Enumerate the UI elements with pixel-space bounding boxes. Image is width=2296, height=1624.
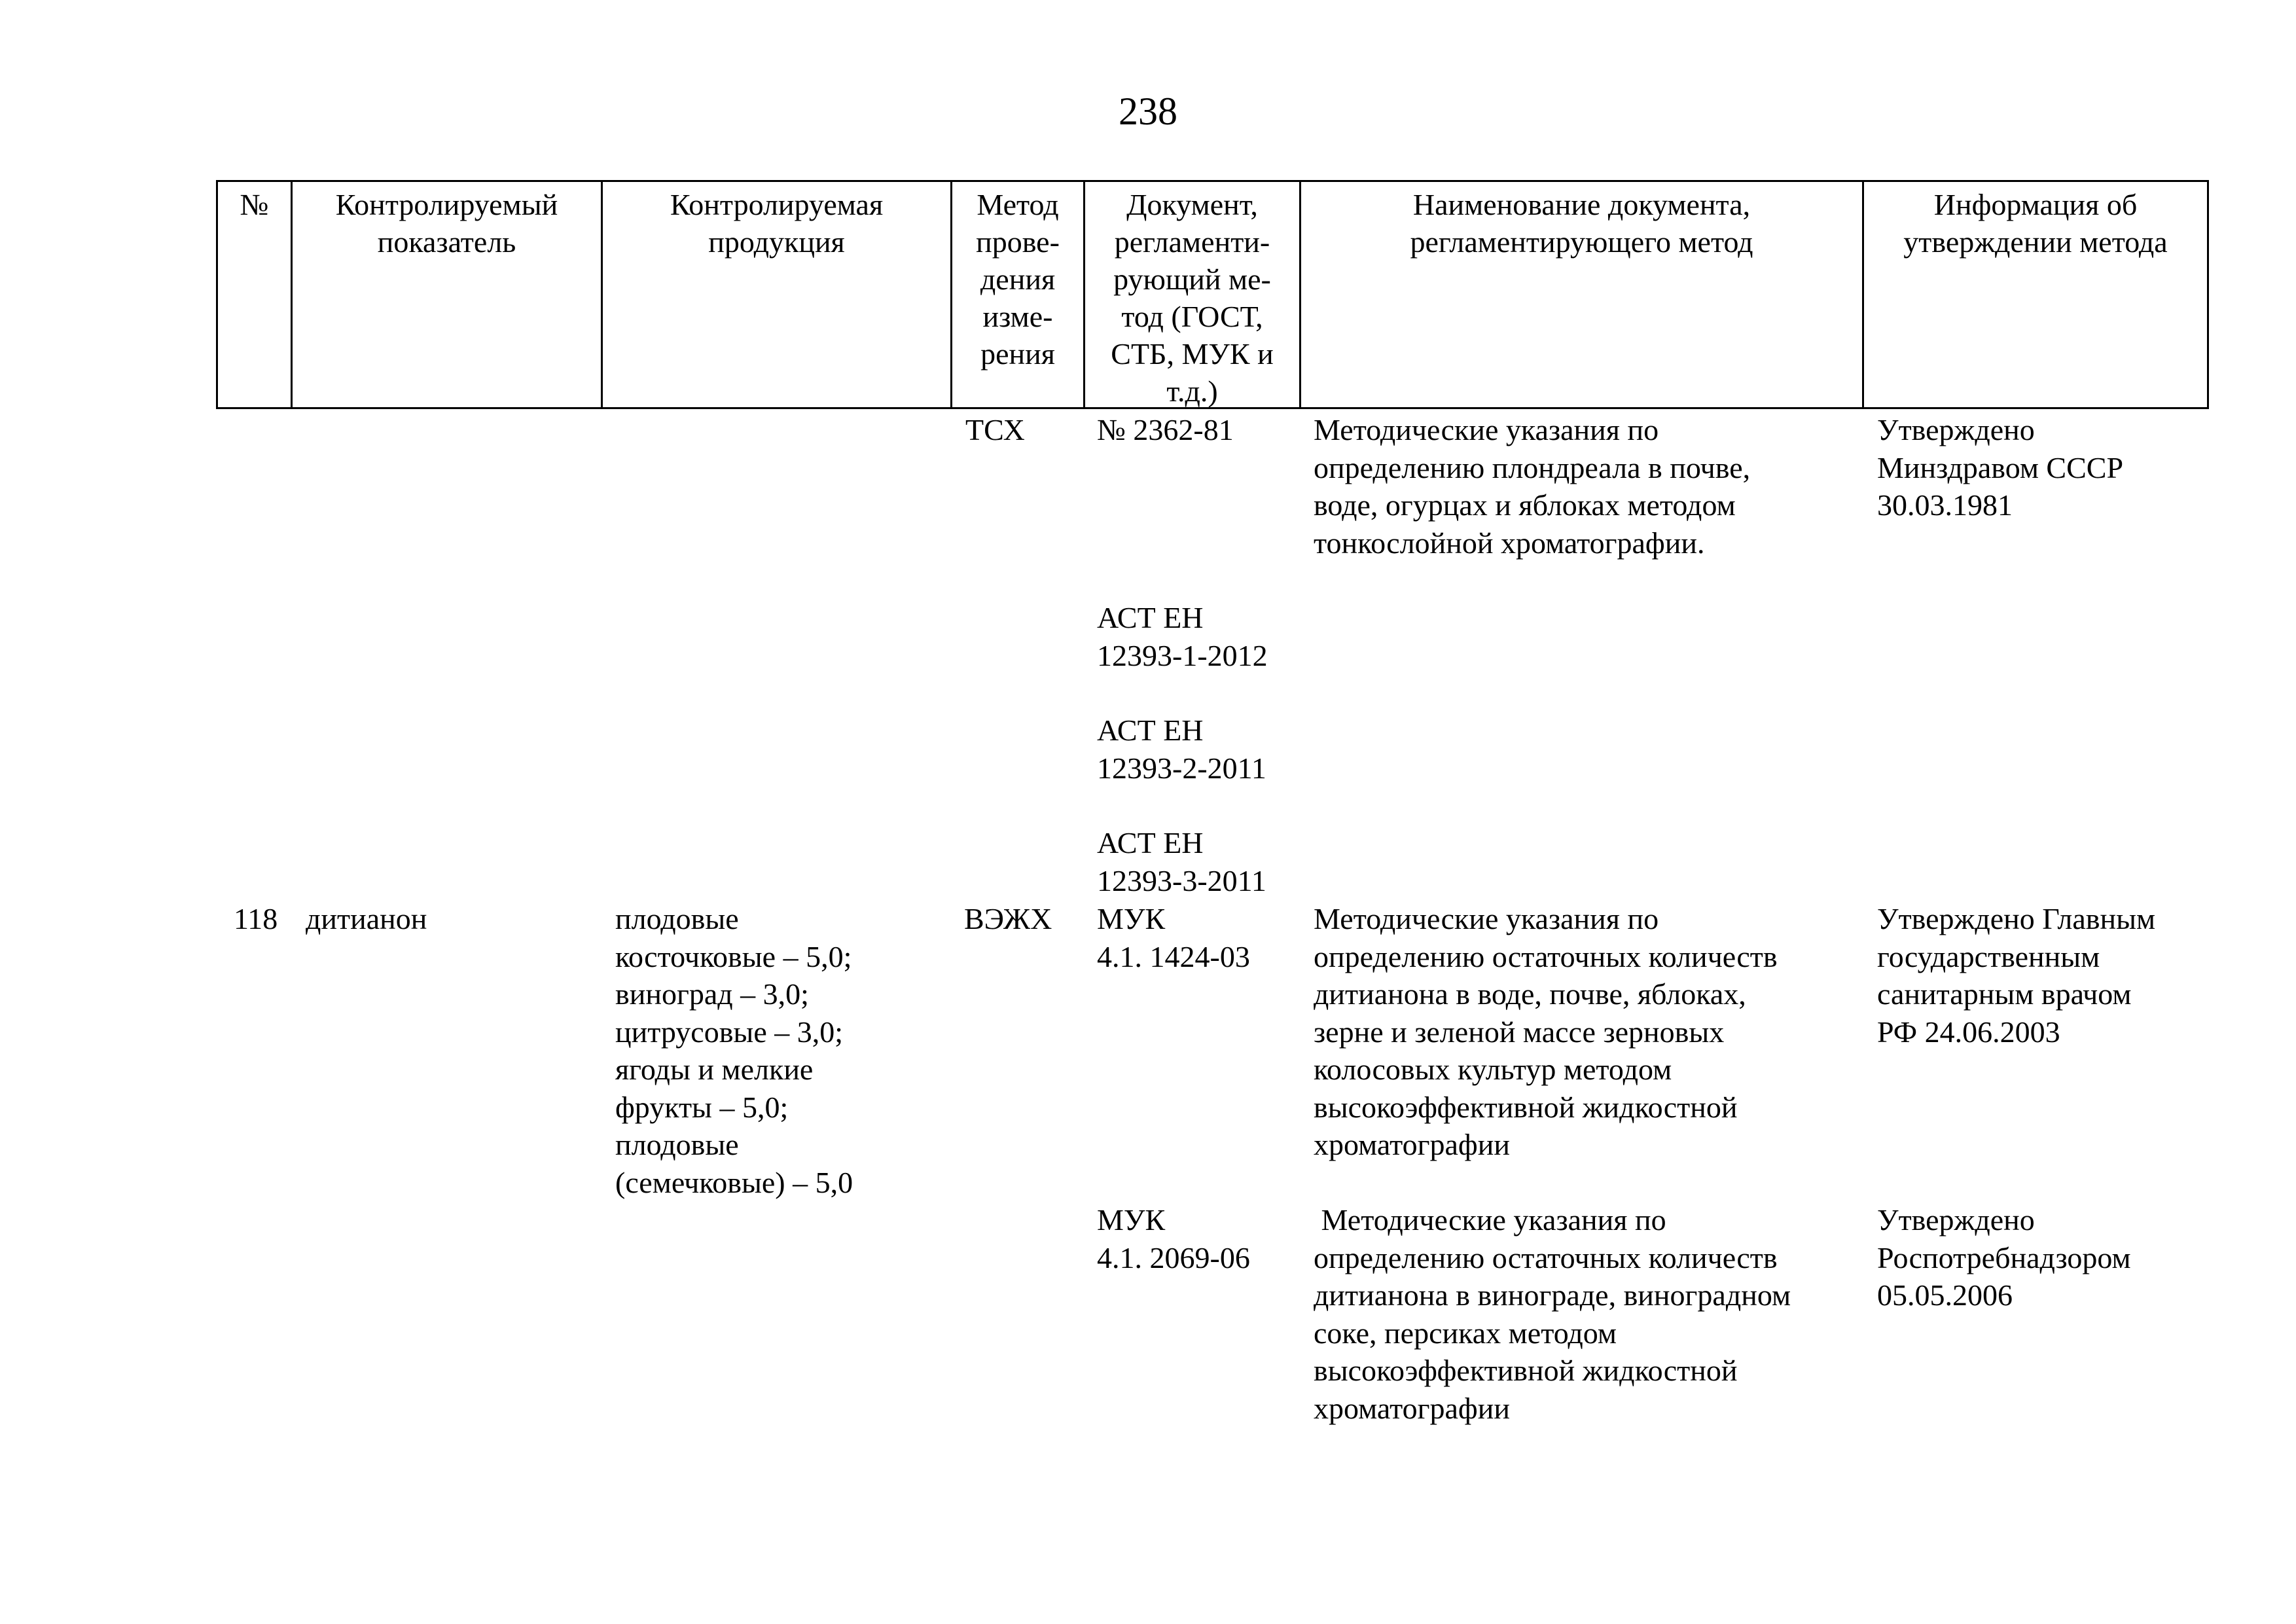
text-line: Утверждено: [1877, 413, 2035, 446]
text-line: 4.1. 2069-06: [1097, 1240, 1250, 1274]
text-line: Методические указания по: [1314, 413, 1659, 446]
text-line: высокоэффективной жидкостной: [1314, 1090, 1738, 1124]
method-cell: ВЭЖХ: [964, 902, 1052, 935]
text-line: воде, огурцах и яблоках методом: [1314, 488, 1736, 522]
document-name-cell: [1314, 411, 1750, 562]
text-line: Метод: [977, 188, 1059, 221]
document-cell: [1097, 599, 1268, 674]
text-line: изме-: [982, 300, 1053, 333]
header-method: [950, 180, 1083, 409]
document-name-cell: [1314, 900, 1778, 1164]
text-line: 05.05.2006: [1877, 1278, 2013, 1312]
text-line: тонкослойной хроматографии.: [1314, 526, 1705, 560]
text-line: Методические указания по: [1314, 1203, 1666, 1236]
text-line: регламентирующего метод: [1410, 225, 1753, 259]
text-line: определению плондреала в почве,: [1314, 450, 1751, 484]
header-approval-info: [1862, 180, 2209, 409]
text-line: Утверждено: [1877, 1203, 2035, 1236]
header-number: [216, 180, 291, 409]
document-cell: [1097, 1201, 1250, 1276]
document-cell: [1097, 411, 1234, 449]
text-line: Минздравом СССР: [1877, 450, 2124, 484]
text-line: № 2362-81: [1097, 413, 1234, 446]
text-line: Информация об: [1933, 188, 2138, 221]
text-line: фрукты – 5,0;: [615, 1090, 789, 1124]
text-line: АСТ ЕН: [1097, 601, 1204, 634]
text-line: хроматографии: [1314, 1128, 1510, 1161]
text-line: АСТ ЕН: [1097, 826, 1204, 859]
text-line: рения: [980, 337, 1055, 370]
page-number: 238: [1119, 90, 1177, 133]
document-cell: [1097, 712, 1266, 787]
text-line: ягоды и мелкие: [615, 1053, 814, 1086]
text-line: хроматографии: [1314, 1391, 1510, 1425]
text-line: тод (ГОСТ,: [1121, 300, 1263, 333]
approval-cell: [1877, 900, 2155, 1051]
text-line: №: [240, 188, 269, 221]
text-line: 12393-1-2012: [1097, 638, 1268, 672]
text-line: высокоэффективной жидкостной: [1314, 1354, 1738, 1387]
text-line: АСТ ЕН: [1097, 713, 1204, 747]
text-line: регламенти-: [1114, 225, 1270, 259]
text-line: санитарным врачом: [1877, 977, 2132, 1011]
text-line: косточковые – 5,0;: [615, 939, 852, 973]
text-line: т.д.): [1166, 374, 1218, 408]
text-line: МУК: [1097, 902, 1166, 935]
text-line: утверждении метода: [1903, 225, 2168, 259]
text-line: РФ 24.06.2003: [1877, 1015, 2060, 1049]
text-line: колосовых культур методом: [1314, 1053, 1672, 1086]
text-line: дитианона в воде, почве, яблоках,: [1314, 977, 1746, 1011]
text-line: 12393-3-2011: [1097, 863, 1266, 897]
approval-cell: [1877, 411, 2123, 524]
text-line: МУК: [1097, 1203, 1166, 1236]
text-line: Контролируемая: [670, 188, 884, 221]
text-line: государственным: [1877, 939, 2100, 973]
number-cell: 118: [234, 902, 278, 935]
text-line: определению остаточных количеств: [1314, 1240, 1778, 1274]
approval-cell: [1877, 1201, 2131, 1314]
text-line: рующий ме-: [1113, 262, 1271, 296]
document-cell: [1097, 824, 1266, 899]
text-line: СТБ, МУК и: [1111, 337, 1274, 370]
header-product: [601, 180, 950, 409]
text-line: 12393-2-2011: [1097, 751, 1266, 785]
header-indicator: [291, 180, 601, 409]
text-line: определению остаточных количеств: [1314, 939, 1778, 973]
text-line: дитианона в винограде, виноградном: [1314, 1278, 1791, 1312]
text-line: плодовые: [615, 902, 739, 935]
text-line: Контролируемый: [335, 188, 558, 221]
text-line: прове-: [976, 225, 1060, 259]
text-line: дения: [980, 262, 1056, 296]
text-line: Методические указания по: [1314, 902, 1659, 935]
document-name-cell: [1314, 1201, 1791, 1427]
indicator-cell: дитианон: [306, 902, 427, 935]
text-line: продукция: [708, 225, 845, 259]
document-cell: [1097, 900, 1250, 975]
text-line: Утверждено Главным: [1877, 902, 2156, 935]
product-cell: [615, 900, 853, 1201]
text-line: цитрусовые – 3,0;: [615, 1015, 844, 1049]
header-document-name: [1299, 180, 1862, 409]
text-line: плодовые: [615, 1128, 739, 1161]
text-line: зерне и зеленой массе зерновых: [1314, 1015, 1725, 1049]
text-line: Роспотребнадзором: [1877, 1240, 2131, 1274]
text-line: 4.1. 1424-03: [1097, 939, 1250, 973]
method-cell: ТСХ: [965, 413, 1025, 446]
text-line: соке, персиках методом: [1314, 1316, 1617, 1350]
text-line: показатель: [377, 225, 516, 259]
header-document: [1083, 180, 1299, 409]
text-line: Наименование документа,: [1412, 188, 1751, 221]
text-line: 30.03.1981: [1877, 488, 2013, 522]
text-line: (семечковые) – 5,0: [615, 1165, 853, 1199]
text-line: виноград – 3,0;: [615, 977, 809, 1011]
text-line: Документ,: [1126, 188, 1258, 221]
